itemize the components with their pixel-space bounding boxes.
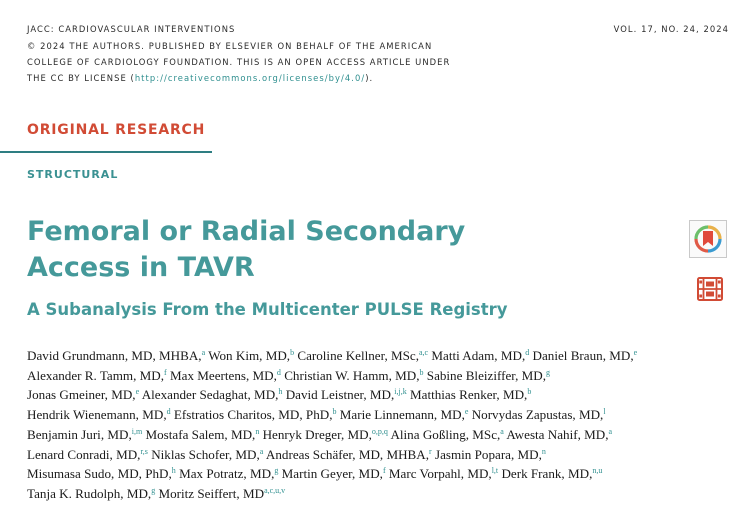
affiliation-marker[interactable]: a (259, 446, 264, 456)
affiliation-marker[interactable]: l (603, 407, 606, 417)
affiliation-marker[interactable]: o,p,q (371, 426, 388, 436)
section-label: STRUCTURAL (27, 168, 119, 181)
affiliation-marker[interactable]: i,m (131, 426, 143, 436)
article-title (27, 214, 465, 286)
author-name: Andreas Schäfer, MD, MHBA, (265, 446, 430, 462)
affiliation-marker[interactable]: e (464, 407, 469, 417)
affiliation-marker[interactable]: h (171, 466, 176, 476)
author-line (27, 346, 727, 366)
author-name: Alexander Sedaghat, MD, (141, 387, 279, 403)
copyright-line-1: © 2024 THE AUTHORS. PUBLISHED BY ELSEVIER ON BEHALF OF THE AMERICAN (27, 41, 433, 51)
author-name: Caroline Kellner, MSc, (297, 348, 419, 363)
section-divider (0, 151, 212, 153)
copyright-line-2: COLLEGE OF CARDIOLOGY FOUNDATION. THIS IS AN OPEN ACCESS ARTICLE UNDER (27, 57, 451, 67)
author-name: Moritz Seiffert, MD (158, 485, 265, 501)
affiliation-marker[interactable]: a,c (419, 348, 429, 357)
affiliation-marker[interactable]: g (151, 485, 156, 495)
affiliation-marker[interactable]: l,t (491, 466, 499, 476)
title-line-2: Access in TAVR (27, 252, 255, 283)
license-suffix: ). (365, 73, 374, 83)
author-name: Tanja K. Rudolph, MD, (27, 485, 152, 501)
author-list (27, 346, 727, 504)
affiliation-marker[interactable]: a (608, 426, 613, 436)
affiliation-marker[interactable]: d (525, 348, 530, 357)
affiliation-marker[interactable]: n (541, 446, 546, 456)
affiliation-marker[interactable]: r,s (140, 446, 148, 456)
affiliation-marker[interactable]: a (201, 348, 206, 357)
author-name: Derk Frank, MD, (501, 466, 593, 482)
volume-info: VOL. 17, NO. 24, 2024 (613, 24, 729, 34)
author-line (27, 366, 727, 386)
license-prefix: THE CC BY LICENSE ( (27, 73, 135, 83)
video-icon[interactable] (697, 277, 723, 301)
affiliation-marker[interactable]: n (255, 426, 260, 436)
author-line (27, 425, 727, 445)
affiliation-marker[interactable]: b (290, 348, 295, 357)
author-name: David Leistner, MD, (285, 387, 395, 403)
affiliation-marker[interactable]: h (278, 387, 283, 397)
affiliation-marker[interactable]: r (429, 446, 432, 456)
author-name: Efstratios Charitos, MD, PhD, (173, 407, 333, 423)
author-name: Marie Linnemann, MD, (339, 407, 465, 423)
affiliation-marker[interactable]: f (382, 466, 386, 476)
author-name: Alexander R. Tamm, MD, (27, 367, 165, 383)
author-name: Henryk Dreger, MD, (262, 426, 372, 442)
affiliation-marker[interactable]: a (500, 426, 504, 436)
author-name: Jasmin Popara, MD, (434, 446, 542, 462)
affiliation-marker[interactable]: e (135, 387, 140, 397)
author-name: Won Kim, MD, (208, 348, 291, 363)
author-line (27, 445, 727, 465)
author-line (27, 464, 727, 484)
author-name: Martin Geyer, MD, (281, 466, 383, 482)
affiliation-marker[interactable]: e (633, 348, 638, 357)
copyright-line-3 (27, 73, 373, 83)
author-name: Matti Adam, MD, (431, 348, 526, 363)
author-name: Benjamin Juri, MD, (27, 426, 132, 442)
affiliation-marker[interactable]: d (276, 367, 281, 377)
author-name: Jonas Gmeiner, MD, (27, 387, 136, 403)
author-line (27, 385, 727, 405)
affiliation-marker[interactable]: g (546, 367, 551, 377)
author-name: Christian W. Hamm, MD, (284, 367, 420, 383)
affiliation-marker[interactable]: i,j,k (394, 387, 407, 397)
affiliation-marker[interactable]: d (166, 407, 171, 417)
author-name: Max Potratz, MD, (179, 466, 275, 482)
author-name: Lenard Conradi, MD, (27, 446, 141, 462)
author-name: Niklas Schofer, MD, (151, 446, 260, 462)
affiliation-marker[interactable]: n,u (592, 466, 603, 476)
journal-name: JACC: CARDIOVASCULAR INTERVENTIONS (27, 24, 236, 34)
author-name: Alina Goßling, MSc, (390, 426, 501, 442)
author-line (27, 484, 727, 504)
title-line-1: Femoral or Radial Secondary (27, 216, 466, 247)
affiliation-marker[interactable]: f (164, 367, 167, 377)
author-name: Misumasa Sudo, MD, PhD, (27, 466, 172, 482)
affiliation-marker[interactable]: a,c,u,v (264, 485, 286, 495)
article-type: ORIGINAL RESEARCH (27, 122, 206, 138)
author-name: Hendrik Wienemann, MD, (27, 407, 167, 423)
author-name: Awesta Nahif, MD, (506, 426, 609, 442)
affiliation-marker[interactable]: b (332, 407, 337, 417)
author-name: Mostafa Salem, MD, (145, 426, 256, 442)
affiliation-marker[interactable]: g (274, 466, 279, 476)
affiliation-marker[interactable]: b (527, 387, 532, 397)
author-name: Max Meertens, MD, (169, 367, 277, 383)
license-link[interactable]: http://creativecommons.org/licenses/by/4.0/ (134, 73, 366, 83)
author-name: Daniel Braun, MD, (532, 348, 634, 363)
author-name: Marc Vorpahl, MD, (388, 466, 492, 482)
crossmark-icon[interactable] (689, 220, 727, 258)
author-name: David Grundmann, MD, MHBA, (27, 348, 202, 363)
author-name: Matthias Renker, MD, (410, 387, 528, 403)
author-name: Norvydas Zapustas, MD, (471, 407, 604, 423)
article-subtitle: A Subanalysis From the Multicenter PULSE Registry (27, 300, 508, 319)
affiliation-marker[interactable]: b (419, 367, 424, 377)
author-name: Sabine Bleiziffer, MD, (426, 367, 547, 383)
author-line (27, 405, 727, 425)
